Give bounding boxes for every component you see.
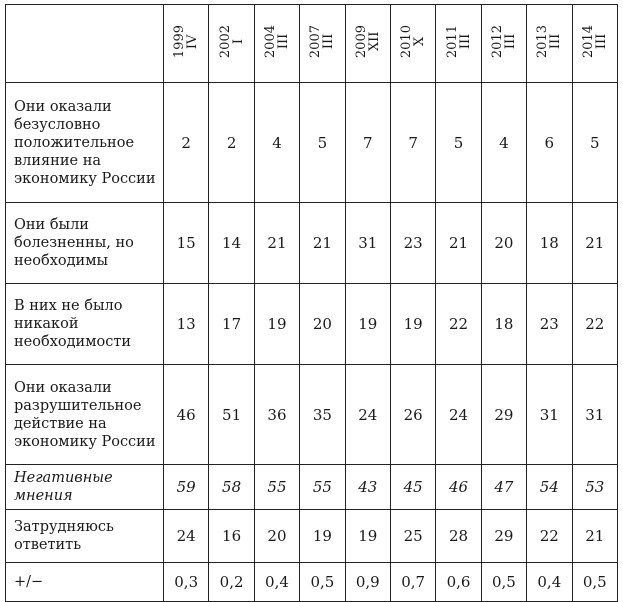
table-cell: 51 bbox=[209, 365, 254, 465]
table-cell: 20 bbox=[254, 510, 299, 563]
table-cell: 31 bbox=[572, 365, 617, 465]
survey-table bbox=[5, 4, 618, 602]
column-header bbox=[436, 5, 481, 83]
row-label: Негативные мнения bbox=[6, 465, 164, 510]
row-label: Они были болезненны, но необходимы bbox=[6, 203, 164, 284]
table-cell: 36 bbox=[254, 365, 299, 465]
table-cell: 22 bbox=[572, 284, 617, 365]
row-label: Они оказали безусловно положительное влияние на экономику России bbox=[6, 83, 164, 203]
table-cell: 31 bbox=[345, 203, 390, 284]
table-cell: 47 bbox=[481, 465, 526, 510]
table-cell: 0,5 bbox=[300, 563, 345, 602]
column-header bbox=[481, 5, 526, 83]
column-header bbox=[390, 5, 435, 83]
table-cell: 14 bbox=[209, 203, 254, 284]
table-cell: 4 bbox=[254, 83, 299, 203]
table-cell: 16 bbox=[209, 510, 254, 563]
table-cell: 28 bbox=[436, 510, 481, 563]
table-cell: 26 bbox=[390, 365, 435, 465]
table-row bbox=[6, 510, 618, 563]
table-cell: 31 bbox=[527, 365, 572, 465]
table-cell: 4 bbox=[481, 83, 526, 203]
column-month: III bbox=[502, 33, 518, 50]
column-year: 2011 bbox=[444, 24, 460, 59]
table-cell: 0,2 bbox=[209, 563, 254, 602]
column-month: IV bbox=[185, 34, 201, 49]
table-cell: 23 bbox=[527, 284, 572, 365]
table-cell: 5 bbox=[436, 83, 481, 203]
row-label: Затрудняюсь ответить bbox=[6, 510, 164, 563]
table-cell: 0,7 bbox=[390, 563, 435, 602]
table-cell: 6 bbox=[527, 83, 572, 203]
column-header bbox=[164, 5, 209, 83]
table-row bbox=[6, 83, 618, 203]
table-cell: 0,9 bbox=[345, 563, 390, 602]
table-cell: 25 bbox=[390, 510, 435, 563]
column-header bbox=[345, 5, 390, 83]
column-month: XII bbox=[366, 31, 382, 52]
table-cell: 0,4 bbox=[527, 563, 572, 602]
column-year: 2004 bbox=[262, 24, 278, 59]
table-cell: 46 bbox=[436, 465, 481, 510]
table-cell: 24 bbox=[436, 365, 481, 465]
column-header bbox=[527, 5, 572, 83]
row-label: +/− bbox=[6, 563, 164, 602]
table-cell: 7 bbox=[390, 83, 435, 203]
table-cell: 0,6 bbox=[436, 563, 481, 602]
table-cell: 2 bbox=[164, 83, 209, 203]
corner-cell bbox=[6, 5, 164, 83]
column-year: 2002 bbox=[217, 24, 233, 59]
header-row bbox=[6, 5, 618, 83]
table-cell: 19 bbox=[300, 510, 345, 563]
column-year: 1999 bbox=[172, 24, 188, 59]
table-cell: 5 bbox=[572, 83, 617, 203]
table-cell: 24 bbox=[164, 510, 209, 563]
table-row bbox=[6, 284, 618, 365]
table-cell: 0,4 bbox=[254, 563, 299, 602]
column-year: 2014 bbox=[580, 24, 596, 59]
table-cell: 21 bbox=[300, 203, 345, 284]
column-month: I bbox=[230, 38, 246, 45]
table-cell: 29 bbox=[481, 365, 526, 465]
table-cell: 20 bbox=[300, 284, 345, 365]
table-cell: 7 bbox=[345, 83, 390, 203]
table-cell: 46 bbox=[164, 365, 209, 465]
column-header bbox=[300, 5, 345, 83]
table-cell: 23 bbox=[390, 203, 435, 284]
table-cell: 45 bbox=[390, 465, 435, 510]
table-cell: 0,5 bbox=[572, 563, 617, 602]
table-cell: 35 bbox=[300, 365, 345, 465]
column-year: 2007 bbox=[308, 24, 324, 59]
table-cell: 21 bbox=[436, 203, 481, 284]
table-cell: 13 bbox=[164, 284, 209, 365]
row-label: Они оказали разрушительное действие на экономику России bbox=[6, 365, 164, 465]
table-cell: 55 bbox=[300, 465, 345, 510]
column-header bbox=[209, 5, 254, 83]
table-cell: 43 bbox=[345, 465, 390, 510]
table-row bbox=[6, 203, 618, 284]
table-cell: 22 bbox=[527, 510, 572, 563]
column-header bbox=[572, 5, 617, 83]
table-cell: 18 bbox=[527, 203, 572, 284]
column-year: 2009 bbox=[353, 24, 369, 59]
table-cell: 29 bbox=[481, 510, 526, 563]
table-cell: 55 bbox=[254, 465, 299, 510]
table-cell: 21 bbox=[254, 203, 299, 284]
table-cell: 22 bbox=[436, 284, 481, 365]
table-cell: 19 bbox=[345, 510, 390, 563]
table-cell: 19 bbox=[390, 284, 435, 365]
column-year: 2013 bbox=[535, 24, 551, 59]
table-cell: 0,3 bbox=[164, 563, 209, 602]
table-row-error-margin bbox=[6, 563, 618, 602]
column-month: X bbox=[412, 36, 428, 47]
table-cell: 21 bbox=[572, 510, 617, 563]
table-row bbox=[6, 365, 618, 465]
table-cell: 53 bbox=[572, 465, 617, 510]
column-month: III bbox=[275, 33, 291, 50]
table-cell: 59 bbox=[164, 465, 209, 510]
table-cell: 24 bbox=[345, 365, 390, 465]
table-cell: 20 bbox=[481, 203, 526, 284]
table-cell: 17 bbox=[209, 284, 254, 365]
table-row-negative-opinions bbox=[6, 465, 618, 510]
column-month: III bbox=[457, 33, 473, 50]
table-cell: 0,5 bbox=[481, 563, 526, 602]
table-cell: 54 bbox=[527, 465, 572, 510]
table-cell: 18 bbox=[481, 284, 526, 365]
table-cell: 5 bbox=[300, 83, 345, 203]
column-month: III bbox=[548, 33, 564, 50]
table-cell: 2 bbox=[209, 83, 254, 203]
column-year: 2010 bbox=[399, 24, 415, 59]
table-cell: 15 bbox=[164, 203, 209, 284]
row-label: В них не было никакой необходимости bbox=[6, 284, 164, 365]
table-cell: 58 bbox=[209, 465, 254, 510]
table-cell: 19 bbox=[345, 284, 390, 365]
table-cell: 19 bbox=[254, 284, 299, 365]
column-month: III bbox=[321, 33, 337, 50]
column-header bbox=[254, 5, 299, 83]
column-month: III bbox=[593, 33, 609, 50]
table-cell: 21 bbox=[572, 203, 617, 284]
column-year: 2012 bbox=[489, 24, 505, 59]
